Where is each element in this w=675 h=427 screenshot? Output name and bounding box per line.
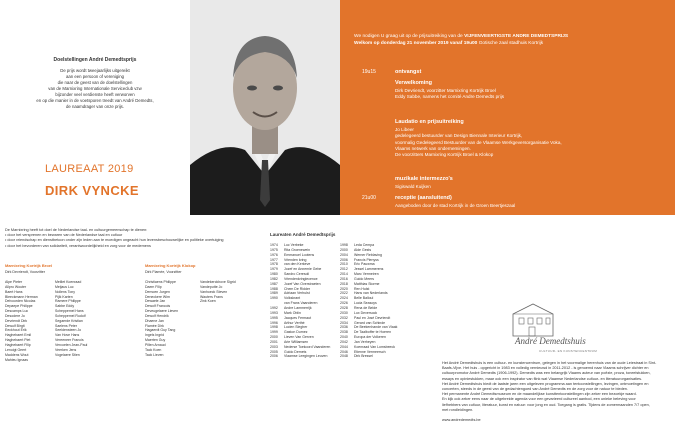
info-line: www.andredemedts.be [442,418,481,423]
member-name: Scheppemel Hans [55,309,84,314]
laureate-year-value: 1998 [340,243,348,247]
klokop-title: Marnixring Kortrijk Klokop [145,263,196,268]
program-detail: Vlaams netwerk van ondernemingen. [395,145,471,151]
broel-title: Marnixring Kortrijk Broel [5,263,53,268]
laureate-name-value: Paul en José Devriendt [354,315,391,320]
laureate-name-value: Belle Balloul [354,296,374,301]
program-detail: Aangeboden door de stad Kortrijk in de Groen Beertjeszaal [395,203,516,208]
laureate-year-value: 2022 [340,291,348,296]
member-name: Sabbe Eddy [55,304,75,309]
laureate-year-value: 1993 [270,310,278,315]
laureate-year-value: 2004 [340,252,348,257]
laureate-year-value: 2026 [340,301,348,306]
program-detail: gedelegeerd bestuurder van Design Biennale Interieur Kortrijk, [395,133,523,139]
laureate-year-value: 2044 [340,344,348,349]
laureate-name-value: Jozef Van Overstraeten [284,281,321,286]
laureate-year-value: 1987 [270,281,278,286]
laureate-year-value: 1977 [270,257,278,262]
laureate-year-value: 1988 [270,286,278,291]
laureate-name-value: Vriendenkringlecence [284,276,318,281]
broel-members-1 [5,280,38,362]
member-name: Saelens Peter [55,323,77,328]
laureate-name-value: Jozef en Annemie Gebe [284,267,322,272]
laureate-year-value: 1979 [270,267,278,272]
invitation [354,33,568,47]
laureate-name-value: Chem De Ridder [284,286,311,291]
laureate-name-value: van den Kerkeve [284,262,311,267]
goal-line: bijzonder veel verdienste heeft verworven [55,92,135,97]
laureate-name-value: Etienne Vermeersch [354,349,386,354]
program-detail: voormalig Gedelegeerd Bestuurder van de Vlaamse Werkgeversorganisatie Voka, [395,139,562,145]
info-line: En kijk ook zeker eens naar de uitgebreide agenda voor een gevarieerd cultureel aanbod, een unieke beleving voor [442,397,636,402]
member-name: Segaerde Kristian [55,318,83,323]
goal-line: De prijs wordt tweejaarlijks uitgereikt [60,68,130,73]
laureate-year: LAUREAAT 2019 [45,163,134,175]
laureate-year-value: 1980 [270,272,278,277]
laureate-year-value: 1999 [270,330,278,335]
member-name: Maerten Guy [145,338,166,343]
goal-line: die naar de geest van de doelstellingen [57,80,133,85]
program-panel [340,0,675,215]
laureate-name-value: Sandro Ceresoli [284,272,310,277]
member-name: Hagaerdt Guy Tang [145,328,176,333]
program-title: receptie (aansluitend) [395,195,452,201]
laureate-name-value: Leda Cempa [354,243,375,247]
laureate-year-value: 1995 [270,315,278,320]
logo-tagline: CULTUUR- EN KUNSTENCENTRUM [539,349,598,353]
laureate-entry [270,354,330,359]
left-panel [0,0,190,215]
laureate-year-value: 2024 [340,296,348,301]
member-name: Eeckhout Erik [5,328,27,333]
intro-line: • door het versprenen en bewaren van de Nederlandse taal en cultuur [5,233,123,238]
laureate-year-value: 2028 [340,305,348,310]
member-name: Dewaele Jan [145,299,166,304]
program-detail: Sigiswald Kuijken [395,184,431,189]
laureate-year-value: 1978 [270,262,278,267]
program-detail: Jo Libeer [395,127,414,132]
info-line: Het permanente André Demedtsmuseum en de maandelijkse kunsttentoonstellingen zijn zeker een bezoekje waard. [442,392,637,397]
intro-line: De Marnixring heeft tot doel de Nederlandse taal- en cultuurgemeenschap te dienen: [5,228,148,232]
laureate-name-value: Eric Pauwma [354,262,375,267]
laureate-year-value: 1998 [270,325,278,330]
member-name: Vereeneer Francis [55,338,84,343]
laureates-list-1 [270,243,330,359]
member-name: Deveugelaere Lieven [145,309,179,314]
laureate-name-value: Vlaamse Leegingen Leuven [284,354,328,359]
goals-title: Doelstellingen André Demedtsprijs [53,57,137,63]
laureate-year-value: 2030 [340,310,348,315]
member-name: Desodere Jo [5,313,25,318]
member-name: Vercoelen Jean-Paul [55,342,88,347]
broel-members-2 [55,280,87,362]
laureate-year-value: 2038 [340,330,348,335]
laureate-name-value: Ren Hulst [354,286,370,291]
laureate-name-value: Gerard van Schinde [354,320,386,325]
laureate-name-value: Arthur Verthé [284,320,305,325]
member-name: Alpe Pieter [5,280,23,284]
laureate-year-value: 2012 [340,267,348,272]
member-name: Vandekerckhove Sigrid [200,280,236,284]
member-name: Scheppemel Rudolf [55,313,86,318]
klokop-chair: Dirk Flamée, Voorzitter [145,270,182,274]
program-detail: Dirk Devriendt, voorzitter Marnixring Kortrijk Broel [395,88,496,93]
laureate-name-value: Lux Deversock [354,310,378,315]
laureate-name-value: Mark Oblin [284,310,301,315]
laureate-year-value: 1976 [270,252,278,257]
laureate-year-value: 2000 [340,247,348,252]
info-line: Baafs-Vijve. Het huis - opgericht in 1983 en volledig vernieuwd in 2011-2012 - is genoemd naar Vlaams schrijver dichter en [442,366,649,371]
klokop-members-2 [200,280,236,358]
laureate-year-value: 1992 [270,305,278,310]
laureate-name-value: Luc Verbeke [284,243,304,247]
member-name: Descamps Luc [5,309,29,314]
demedtshuis-logo [505,300,620,356]
laureate-name-value: Gaston Durnez [284,330,308,335]
house-logo-icon [505,300,620,356]
laureate-year-value: 2006 [270,354,278,359]
member-name: Vandeputte Jo [200,284,223,289]
laureate-name-value: Guido Meers [354,276,375,281]
laureate-year-value: 2003 [270,344,278,349]
laureate-name-value: van Frans Vaanderen [284,301,318,306]
member-name: Ingels Ingrid [145,333,165,338]
laureate-year-value: 2005 [270,349,278,354]
laureate-name-value: Jan Verheyen [354,339,376,344]
info-line: liefhebbers van cultuur, literatuur, kunst en natuur: voor jong en oud. Toegang is gratis. Tijdens de zomermaanden 7/7 open, [442,402,650,407]
laureate-name-value: Arie Williamsen [284,339,309,344]
laureates-list-2 [340,243,397,359]
member-name: Dewolf Francois [145,304,171,309]
member-name [200,353,236,358]
member-name: Dewulf Birgit [5,323,25,328]
laureate-name-value: De Beekenhande van Vlaak [354,325,398,330]
info-line: Het André Demedtshuis is een cultuur- en kunstencentrum, gelegen in het voormalige herenhuis van de oude Leiestraat in Sint- [442,361,657,365]
member-name: Depaepe Philippe [5,304,33,309]
member-name: Dewolf Hendrik [145,313,169,318]
invite-venue: Gotische zaal stadhuis Kortrijk [478,41,544,46]
laureate-name-value: Rena de Belde [354,305,378,310]
member-name: Nollens Tony [55,289,75,294]
laureate-name-value: De Taalboffer te Hoeren [354,330,392,335]
member-name: Demoen Jurgen [145,289,170,294]
laureates-title: Laureaten André Demedtsprijs [270,232,336,237]
laureate-name-value: Rita Groenewein [284,247,311,252]
member-name: Dhaene Jan [145,318,164,323]
info-line: cultuurpromotor André Demedts (1906-1992). Demedts was een belangrijk Vlaams auteur van poëzie, proza, toneelstukken, [442,371,651,376]
laureate-name-value: Emmanuel Lootens [284,252,315,257]
program-title: Laudatio en prijsuitreiking [395,119,464,125]
intro-line: • door vriendschap en dienstbetoon onder zijn leden aan te moedigen ongeacht hun levensbeschouwelijke en politieke overtuiging [5,238,224,243]
member-name: Allpro Wouter [5,284,27,289]
goal-line: van de Marnixring Internationale Serviceclub vzw [48,86,142,91]
member-name: Haghebaert Emil [5,333,32,338]
laureate-name-value: Guido Demets [284,349,307,354]
laureate-name-value: Volkskrant [284,296,301,301]
member-name: Meijaus Luc [55,284,74,289]
laureate-year-value: 2034 [340,320,348,325]
laureate-year-value: 2046 [340,349,348,354]
laureate-year-value: 1982 [270,276,278,281]
member-name: Seeldensteen Jo [55,328,82,333]
laureate-year-value: 2018 [340,281,348,286]
broel-chair: Dirk Devriendt, Voorzitter [5,270,45,274]
laureate-name-value: Werner Reblaving [354,252,382,257]
invite-text: We nodigen U graag uit op de prijsuitreiking van de [354,34,463,39]
member-name: Lenoigt Geert [5,347,27,352]
member-name: Mahieu Ignaas [5,357,28,362]
member-name: Haghebaert Filip [5,342,31,347]
member-name [55,358,87,363]
laureate-year-value: 1996 [270,320,278,325]
laureate-name-value: Marc Vermeiren [354,272,379,277]
laureate-name-value: Andre Lammerrijk [284,305,312,310]
laureate-year-value: 2048 [340,354,348,359]
laureate-year-value: 2032 [340,315,348,320]
laureate-year-value: 1990 [270,296,278,301]
laureate-year-value: 2000 [270,335,278,340]
program-time: 19u15 [362,69,376,75]
laureate-name-value: Alde Gests [354,247,372,252]
laureate-year-value: 2001 [270,339,278,344]
info-line: essays en opiniestukken, maar ook een inspirator van flink wat Vlaamse Nederlandse cultuur- en literatuurorganisaties. [442,376,643,381]
goal-line: en op die manier in de voetsporen treedt van André Demedts, [36,98,154,103]
program-time: 21u00 [362,195,376,201]
member-name: Daem Filip [145,284,162,289]
program-title: Verwelkoming [395,80,432,86]
laureate-name-value: Lucien Slegher [284,325,308,330]
member-name: Delvoorden Nicolas [5,299,36,304]
laureate-year-value: 2006 [340,257,348,262]
marnixring-intro [5,228,255,249]
member-name: Deneckere Wim [145,294,170,299]
laureate-year-value: 2010 [340,262,348,267]
portrait-image [190,0,340,215]
member-name: Christiaens Philippe [145,280,176,284]
member-name: Tack Lieven [145,352,164,357]
member-name: Zink Koen [200,299,216,304]
program-title: ontvangst [395,69,422,75]
goal-line: de naamdrager van onze prijs. [65,104,125,109]
laureate-name-value: Koenraad Van Lomsbeeck [354,344,395,349]
member-name: Bleeckmann Herman [5,294,38,299]
laureate-year-value: 2020 [340,286,348,291]
laureate-name-value: Adriaan Verhulst [284,291,310,296]
laureate-name-value: Hans van Nederlands [354,291,388,296]
laureate-year-value: 2040 [340,335,348,340]
member-name: Pijlk Karten [55,294,73,299]
laureate-year-value: 2014 [340,272,348,277]
laureate-name-value: Dirk Bressel [354,354,373,359]
laureate-name-value: Lieven Van Gerven [284,335,314,340]
member-name: Veerken Jens [55,347,77,352]
member-name: Pillen Arnaud [145,342,166,347]
laureate-year-value: 1975 [270,247,278,252]
laureate-name-value: Lucia Seasoys [354,301,377,306]
intro-line: • door het bevorderen van solidariteit, verantwoordelijkheid en zorg voor de medemens [5,243,151,248]
program-title: muzikale intermezzo's [395,176,453,182]
laureate-name-value: Vrienden kring [284,257,307,262]
laureate-name-value: Matthias Storme [354,281,380,286]
member-name: Meillet Koenraad [55,280,82,284]
member-name: Baert Hans [5,289,23,294]
logo-wordmark: André Demedtshuis [515,336,586,346]
member-name: Tack Koen [145,347,162,352]
goals-text [8,68,182,110]
laureate-entry [340,354,397,359]
info-line: Het André Demedtshuis biedt de laatste jaren een uitgelezen programma aan tentoonstellingen, lezingen, ontmoetingen en [442,381,649,386]
member-name: Vanhoeck Steven [200,289,228,294]
laureate-year-value: 2042 [340,339,348,344]
laureate-year-value: 2036 [340,325,348,330]
goal-line: aan een persoon of vereniging [65,74,125,79]
klokop-members-1 [145,280,178,358]
member-name: Van Hove Hans [55,333,80,338]
info-line: concerten, steeds in de geest van de gedachtengoed van André Demedts en de zorg voor de natuur te bieden. [442,387,628,392]
member-name: Devriendt Dirk [5,318,28,323]
laureate-name-value: Jacques Fermaut [284,315,312,320]
invite-date: Welkom op donderdag 21 november 2019 vanaf 19u00 [354,41,478,46]
laureate-year-value: 1974 [270,243,278,247]
member-name: Wauters Frans [200,294,223,299]
laureate-name-value: Nederse Toekoord Vaanderen [284,344,331,349]
invite-event: VIJFENVEERTIGSTE ANDRE DEMEDTSPRIJS [464,34,569,39]
program-detail: Eddy Sabbe, namens het comité Andre Demedts prijs [395,94,505,100]
laureate-name-value: Europa der Volkeren [354,335,386,340]
laureate-name-value: Francis Pienyss [354,257,379,262]
member-name: Ramere Philippe [55,299,81,304]
member-name: Vogelaere Stien [55,352,80,357]
member-name: Maddens Wout [5,352,29,357]
laureate-portrait [190,0,340,215]
laureate-name: DIRK VYNCKE [45,183,139,198]
laureate-year-value: 1989 [270,291,278,296]
laureate-name-value: Jessel Lammerens [354,267,384,272]
info-line: met rondleidingen. [442,407,474,412]
program-detail: De voorzitters Marnixring Kortrijk Broel & Klokop [395,152,494,158]
member-name: Flamée Dirk [145,323,164,328]
member-name: Haghebaert Piet [5,338,31,343]
laureate-year-value: 2016 [340,276,348,281]
demedtshuis-info [442,361,667,423]
